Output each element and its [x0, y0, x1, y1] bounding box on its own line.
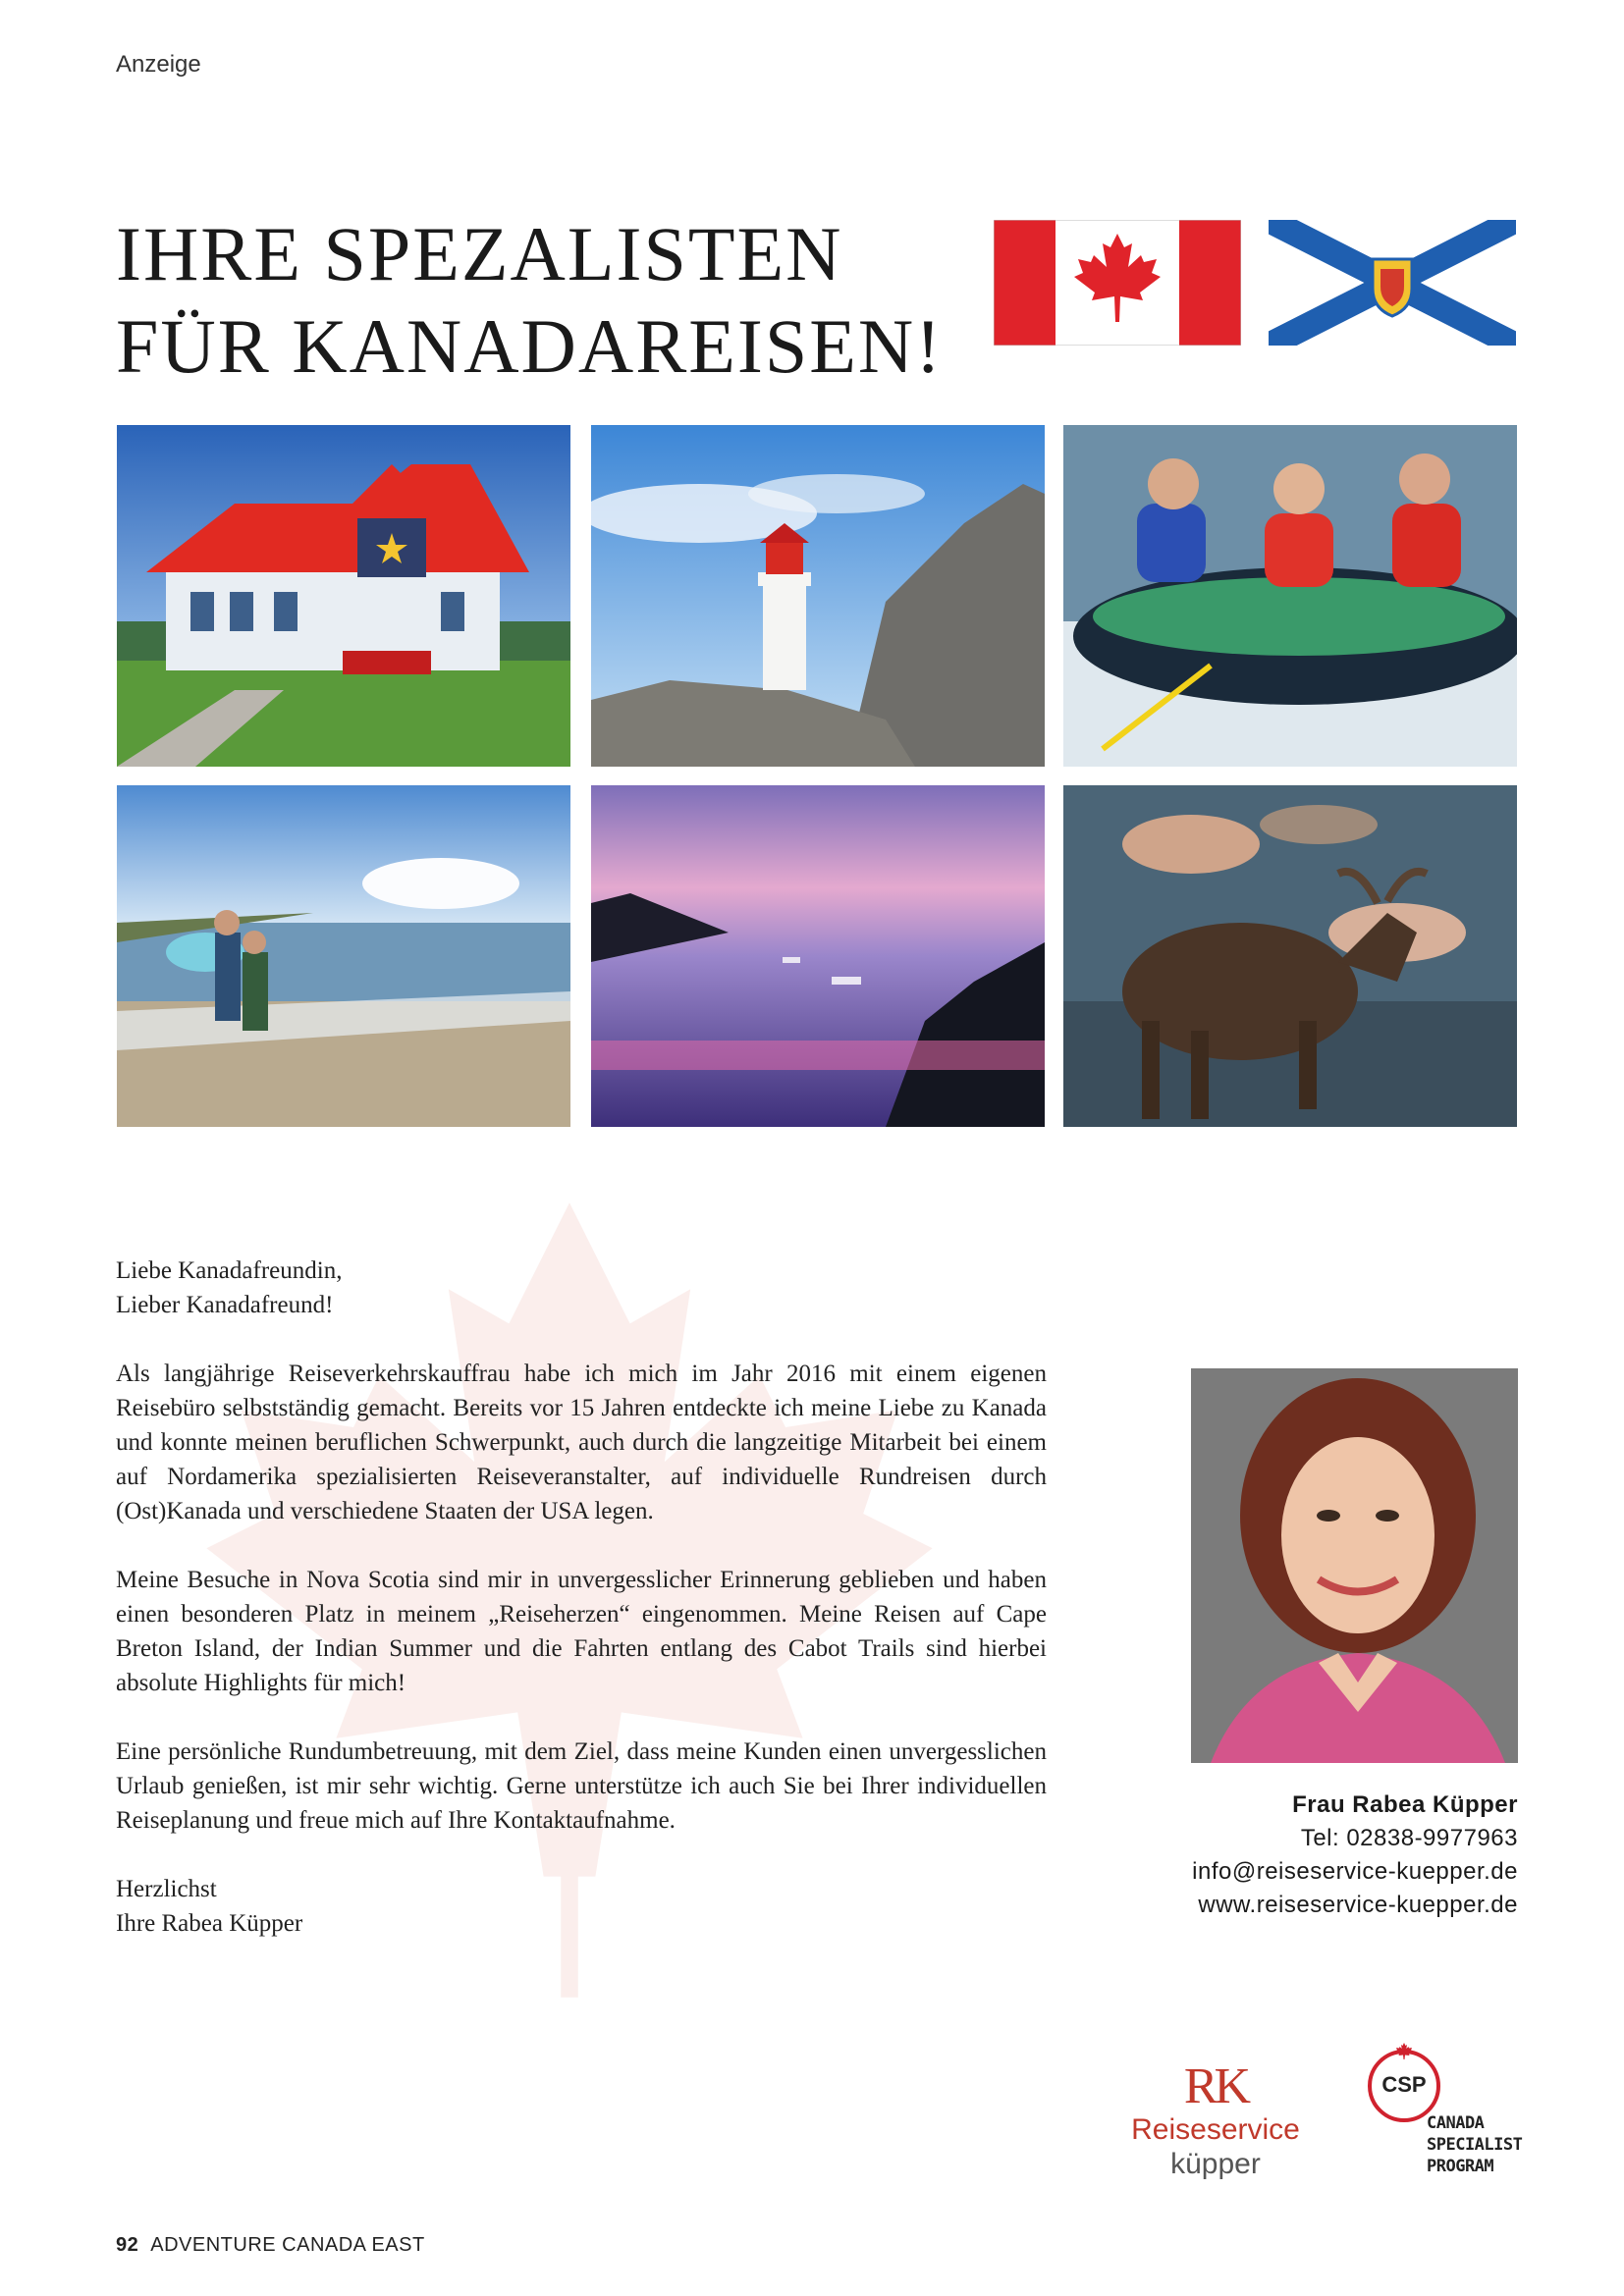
sunset-bay-photo: [591, 785, 1045, 1127]
contact-email-link[interactable]: info@reiseservice-kuepper.de: [1192, 1858, 1518, 1885]
letter-body: [116, 1254, 1047, 1975]
contact-phone[interactable]: Tel: 02838-9977963: [1300, 1825, 1518, 1851]
title-line-2: FÜR KANADAREISEN!: [116, 303, 944, 389]
canada-specialist-program-logo: [1368, 2050, 1535, 2177]
closing-line-2: Ihre Rabea Küpper: [116, 1910, 303, 1937]
paragraph-intro: Als langjährige Reiseverkehrskauffrau habe ich mich im Jahr 2016 mit einem eigenen Reisebüro selbstständig gemacht. Bereits vor 15 Jahren entdeckte ich meine Liebe zu Kanada und konnte meinen beruflichen Schwerpunkt, auch durch die langzeitige Mitarbeit bei einem auf Nordamerika spezialisierten Reiseveranstalter, auf individuelle Rundreisen durch (Ost)Kanada und verschiedene Staaten der USA legen.: [116, 1361, 1047, 1524]
magazine-name: ADVENTURE CANADA EAST: [150, 2234, 425, 2256]
lighthouse-photo: [591, 425, 1045, 767]
beach-surfers-photo: [117, 785, 570, 1127]
logo-word-kuepper: küpper: [1170, 2148, 1261, 2180]
paragraph-service: Eine persönliche Rundumbetreuung, mit dem Ziel, dass meine Kunden einen unvergesslichen Urlaub genießen, ist mir sehr wichtig. Gerne unterstütze ich auch Sie bei Ihrer individuellen Reiseplanung und freue mich auf Ihre Kontaktaufnahme.: [116, 1738, 1047, 1834]
closing: [116, 1872, 1047, 1941]
page-footer: [116, 2234, 425, 2257]
csp-line-2: SPECIALIST: [1427, 2135, 1523, 2155]
page-number: 92: [116, 2234, 139, 2256]
csp-badge-text: CSP: [1381, 2072, 1427, 2097]
rk-monogram: RK: [1183, 2058, 1248, 2114]
csp-line-1: CANADA: [1427, 2113, 1485, 2133]
csp-line-3: PROGRAM: [1427, 2157, 1494, 2176]
canada-flag: [994, 220, 1241, 346]
maple-leaf-icon: [1394, 2042, 1414, 2061]
acadian-house-photo: [117, 425, 570, 767]
paragraph-nova-scotia: Meine Besuche in Nova Scotia sind mir in unvergesslicher Erinnerung geblieben und haben einen besonderen Platz in meinem „Reiseherzen“ eingenommen. Meine Reisen auf Cape Breton Island, der Indian Summer und die Fahrten entlang des Cabot Trails sind hierbei absolute Highlights für mich!: [116, 1567, 1047, 1696]
portrait-photo: [1191, 1368, 1518, 1763]
contact-website-link[interactable]: www.reiseservice-kuepper.de: [1198, 1892, 1518, 1918]
greeting: [116, 1254, 1047, 1322]
advertisement-label: Anzeige: [116, 51, 201, 78]
greeting-line-1: Liebe Kanadafreundin,: [116, 1257, 343, 1284]
closing-line-1: Herzlichst: [116, 1876, 217, 1902]
contact-block: [1192, 1789, 1518, 1922]
tube-riders-photo: [1063, 425, 1517, 767]
greeting-line-2: Lieber Kanadafreund!: [116, 1292, 334, 1318]
reiseservice-kuepper-logo: [1127, 2058, 1304, 2187]
contact-name: Frau Rabea Küpper: [1292, 1791, 1518, 1818]
title-line-1: IHRE SPEZALISTEN: [116, 211, 843, 296]
moose-photo: [1063, 785, 1517, 1127]
page-title: [116, 208, 980, 393]
nova-scotia-flag: [1269, 220, 1516, 346]
logo-word-reiseservice: Reiseservice: [1131, 2113, 1300, 2146]
